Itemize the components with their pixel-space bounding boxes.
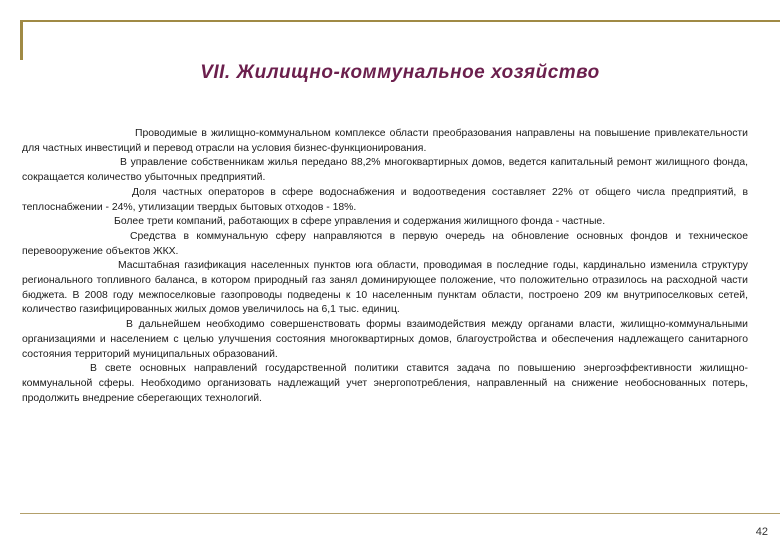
slide-body	[22, 127, 748, 406]
paragraph-4: Более трети компаний, работающих в сфере управления и содержания жилищного фонда - частные.	[114, 216, 606, 228]
paragraph-3: Доля частных операторов в сфере водоснабжения и водоотведения составляет 22% от общего числа предприятий, в теплоснабжении - 24%, утилизации твердых бытовых отходов - 18%.	[22, 186, 748, 213]
slide-title: VII. Жилищно-коммунальное хозяйство	[200, 62, 600, 83]
footer-divider	[20, 513, 780, 514]
paragraph-5: Средства в коммунальную сферу направляются в первую очередь на обновление основных фондов и техническое перевооружение объектов ЖКХ.	[22, 230, 748, 257]
paragraph-1: Проводимые в жилищно-коммунальном комплексе области преобразования направлены на повышение привлекательности для частных инвестиций и перевод отрасли на условия бизнес-функционирования.	[22, 128, 748, 154]
paragraph-7: В дальнейшем необходимо совершенствовать формы взаимодействия между органами власти, жилищно-коммунальными организациями и населением с целью улучшения состояния многоквартирных домов, благоустройства и обеспечения надлежащего санитарного состояния территорий муниципальных образований.	[22, 319, 748, 360]
frame-vertical-line	[20, 20, 23, 60]
paragraph-6: Масштабная газификация населенных пунктов юга области, проводимая в последние годы, кардинально изменила структуру регионального топливного баланса, в котором природный газ занял доминирующее положение, что положительно отразилось на расходной части бюджета. В 2008 году межпоселковые газопроводы подведены к 10 населенным пунктам области, построено 209 км внутрипоселковых сетей, количество газифицированных жилых домов увеличилось на 6,1 тыс. единиц.	[22, 260, 748, 316]
frame-top-line	[20, 20, 780, 22]
paragraph-2: В управление собственникам жилья передано 88,2% многоквартирных домов, ведется капитальный ремонт жилищного фонда, сокращается количество убыточных предприятий.	[22, 157, 748, 184]
paragraph-8: В свете основных направлений государственной политики ставится задача по повышению энергоэффективности жилищно-коммунальной сферы. Необходимо организовать надлежащий учет энергопотребления, направленный на снижение необоснованных потерь, продолжить внедрение сберегающих технологий.	[22, 363, 748, 404]
page-number: 42	[755, 526, 768, 538]
